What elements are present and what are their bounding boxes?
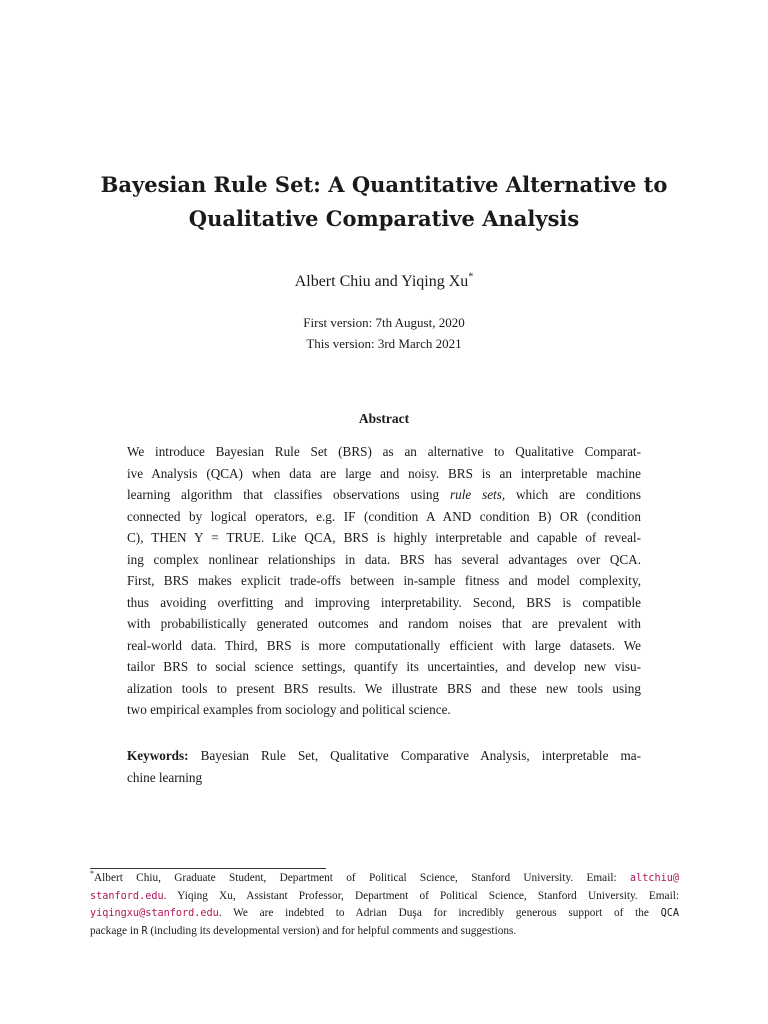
keywords-line-2: chine learning xyxy=(127,770,203,785)
abstract-line: alization tools to present BRS results. We illustrate BRS and these new tools using xyxy=(127,680,641,696)
abstract-line: We introduce Bayesian Rule Set (BRS) as an alternative to Qualitative Comparat- xyxy=(127,444,641,459)
email-link-altchiu[interactable]: altchiu@ xyxy=(629,873,679,884)
abstract-line: C), THEN Y = TRUE. Like QCA, BRS is highly interpretable and capable of reveal- xyxy=(127,530,641,545)
footnote-line: *Albert Chiu, Graduate Student, Department of Political Science, Stanford University. Email: altchiu@ xyxy=(90,869,679,884)
abstract-line: thus avoiding overfitting and improving interpretability. Second, BRS is compatible xyxy=(127,594,641,610)
abstract-line: ing complex nonlinear relationships in data. BRS has several advantages over QCA. xyxy=(127,551,641,567)
first-version-date: First version: 7th August, 2020 xyxy=(303,315,465,330)
abstract-line: two empirical examples from sociology and political science. xyxy=(127,702,451,717)
abstract-line: with probabilistically generated outcomes and random noises that are prevalent with xyxy=(127,616,641,631)
r-code: R xyxy=(141,925,148,937)
keywords-label: Keywords: xyxy=(127,748,189,763)
author-footnote-mark: * xyxy=(468,271,474,283)
abstract-line: tailor BRS to social science settings, quantify its uncertainties, and develop new visu- xyxy=(127,659,641,674)
abstract-line: First, BRS makes explicit trade-offs between in-sample fitness and model complexity, xyxy=(127,573,641,588)
qca-code: QCA xyxy=(660,908,679,919)
paper-title xyxy=(100,168,668,236)
footnote xyxy=(90,870,679,940)
abstract-line: real-world data. Third, BRS is more computationally efficient with large datasets. We xyxy=(127,637,641,653)
footnote-line: yiqingxu@stanford.edu. We are indebted to Adrian Duşa for incredibly generous support of the QCA xyxy=(90,907,679,919)
author-names: Albert Chiu and Yiqing Xu xyxy=(294,273,469,290)
abstract-line: learning algorithm that classifies observations using rule sets, which are conditions xyxy=(127,487,641,502)
keywords xyxy=(127,745,641,789)
footnote-mark: * xyxy=(90,869,94,879)
footnote-line: package in R (including its developmental version) and for helpful comments and suggestions. xyxy=(90,924,517,937)
author-list xyxy=(100,271,668,293)
abstract-line: connected by logical operators, e.g. IF (condition A AND condition B) OR (condition xyxy=(127,508,641,524)
footnote-divider xyxy=(90,868,326,869)
abstract-line: ive Analysis (QCA) when data are large and noisy. BRS is an interpretable machine xyxy=(127,465,641,481)
title-line-1: Bayesian Rule Set: A Quantitative Alternative to xyxy=(100,172,668,197)
rule-sets-emphasis: rule sets, xyxy=(449,487,506,502)
keywords-line-1: Keywords: Bayesian Rule Set, Qualitative Comparative Analysis, interpretable ma- xyxy=(127,748,641,763)
email-link-altchiu-domain[interactable]: stanford.edu xyxy=(90,890,164,902)
abstract-body xyxy=(127,441,641,721)
abstract-heading: Abstract xyxy=(358,411,410,426)
version-dates xyxy=(100,312,668,354)
footnote-line: stanford.edu. Yiqing Xu, Assistant Professor, Department of Political Science, Stanford University. Email: xyxy=(90,889,679,902)
this-version-date: This version: 3rd March 2021 xyxy=(306,336,462,351)
email-link-yiqingxu[interactable]: yiqingxu@stanford.edu xyxy=(90,908,219,919)
title-line-2: Qualitative Comparative Analysis xyxy=(188,206,580,231)
